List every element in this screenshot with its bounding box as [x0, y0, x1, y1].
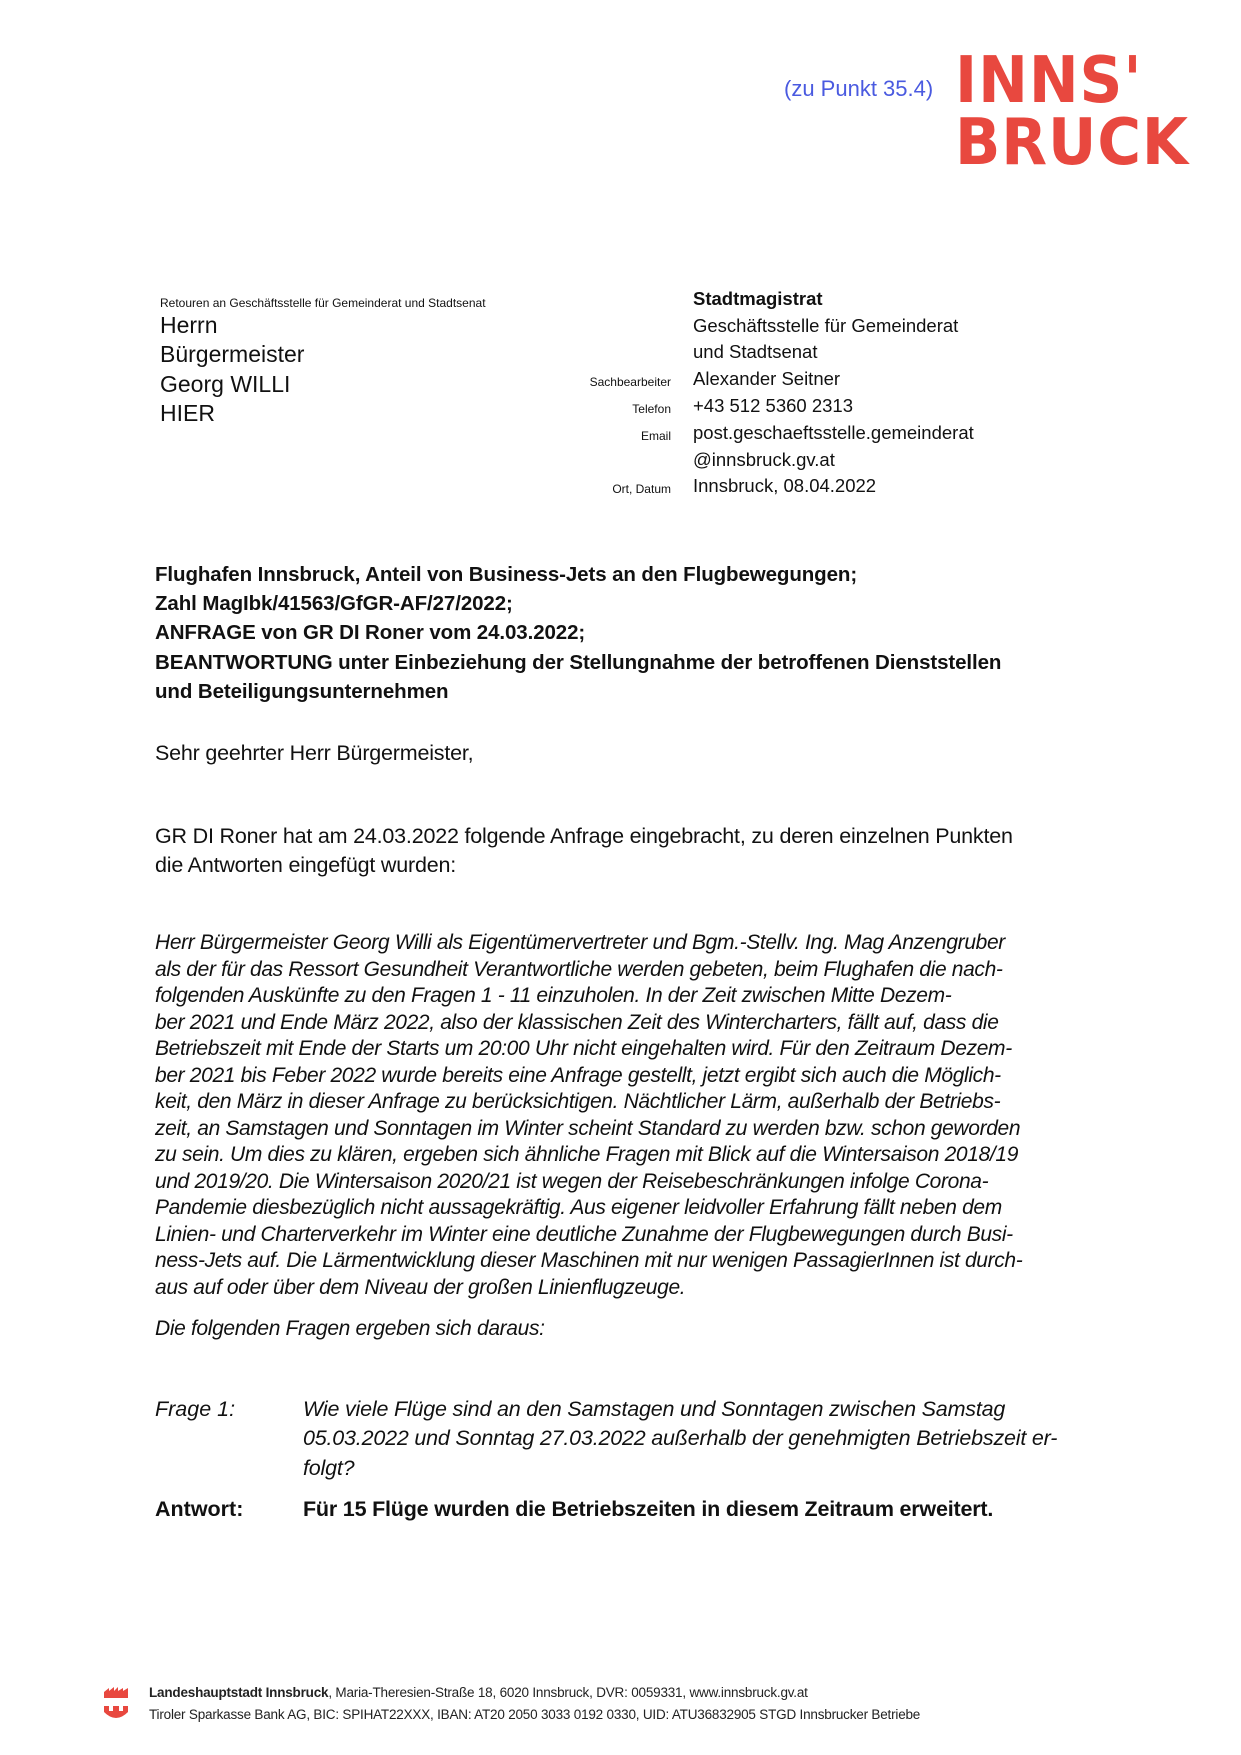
clerk-name: Alexander Seitner [693, 368, 841, 389]
request-line: zu sein. Um dies zu klären, ergeben sich ähnliche Fragen mit Blick auf die Wintersaison 2018/19 [155, 1143, 1019, 1166]
request-line: als der für das Ressort Gesundheit Verantwortliche werden gebeten, beim Flughafen die nach- [155, 957, 1003, 981]
recipient-line: Georg WILLI [160, 371, 291, 397]
request-line: zeit, an Samstagen und Sonntagen im Winter scheint Standard zu werden bzw. schon geworden [155, 1116, 1021, 1140]
place-date-value: Innsbruck, 08.04.2022 [693, 475, 877, 496]
question-label: Frage 1: [155, 1397, 236, 1421]
request-line: und 2019/20. Die Wintersaison 2020/21 ist wegen der Reisebeschränkungen infolge Corona- [155, 1169, 989, 1193]
phone-value: +43 512 5360 2313 [693, 395, 853, 416]
place-date-label: Ort, Datum [612, 482, 671, 496]
footer-org: Landeshauptstadt Innsbruck [149, 1685, 329, 1700]
request-line: ness-Jets auf. Die Lärmentwicklung dieser Maschinen mit nur wenigen PassagierInnen ist durch- [155, 1249, 1023, 1272]
question-line: 05.03.2022 und Sonntag 27.03.2022 außerhalb der genehmigten Betriebszeit er- [303, 1426, 1058, 1450]
request-line: aus auf oder über dem Niveau der großen Linienflugzeuge. [155, 1275, 686, 1299]
phone-label: Telefon [632, 402, 671, 416]
request-line: Pandemie diesbezüglich nicht aussagekräftig. Aus eigener leidvoller Erfahrung fällt neben dem [155, 1196, 1002, 1219]
question-line: folgt? [303, 1456, 355, 1480]
innsbruck-logo [955, 44, 1189, 180]
logo-line: INNS' [955, 44, 1143, 118]
agenda-reference: (zu Punkt 35.4) [784, 76, 934, 101]
logo-line: BRUCK [955, 106, 1189, 180]
return-note: Retouren an Geschäftsstelle für Gemeinderat und Stadtsenat [160, 296, 486, 310]
answer-label: Antwort: [155, 1497, 244, 1521]
email-value: post.geschaeftsstelle.gemeinderat [693, 422, 974, 443]
footer-address [149, 1685, 808, 1700]
subject-line: Zahl MagIbk/41563/GfGR-AF/27/2022; [155, 592, 513, 615]
recipient-line: Bürgermeister [160, 341, 305, 367]
request-line: folgenden Auskünfte zu den Fragen 1 - 11 einzuholen. In der Zeit zwischen Mitte Dezem- [155, 984, 952, 1007]
footer-address-rest: , Maria-Theresien-Straße 18, 6020 Innsbruck, DVR: 0059331, www.innsbruck.gv.at [328, 1685, 808, 1700]
city-coat-of-arms-icon [103, 1686, 129, 1722]
recipient-line: HIER [160, 400, 215, 426]
sender-dept: und Stadtsenat [693, 341, 818, 362]
request-line: Linien- und Charterverkehr im Winter eine deutliche Zunahme der Flugbewegungen durch Busi- [155, 1222, 1013, 1246]
request-line: ber 2021 bis Feber 2022 wurde bereits eine Anfrage gestellt, jetzt ergibt sich auch die Möglich- [155, 1063, 1001, 1087]
question-line: Wie viele Flüge sind an den Samstagen und Sonntagen zwischen Samstag [303, 1397, 1006, 1421]
questions-intro: Die folgenden Fragen ergeben sich daraus: [155, 1317, 545, 1340]
request-line: ber 2021 und Ende März 2022, also der klassischen Zeit des Wintercharters, fällt auf, dass die [155, 1010, 999, 1034]
email-label: Email [640, 429, 671, 443]
greeting: Sehr geehrter Herr Bürgermeister, [155, 741, 474, 765]
subject-line: Flughafen Innsbruck, Anteil von Business-Jets an den Flugbewegungen; [155, 563, 858, 586]
subject-line: ANFRAGE von GR DI Roner vom 24.03.2022; [155, 621, 586, 644]
clerk-label: Sachbearbeiter [589, 375, 671, 389]
intro-line: GR DI Roner hat am 24.03.2022 folgende Anfrage eingebracht, zu deren einzelnen Punkten [155, 824, 1013, 848]
recipient-line: Herrn [160, 312, 218, 338]
email-value: @innsbruck.gv.at [693, 449, 835, 470]
request-line: Herr Bürgermeister Georg Willi als Eigentümervertreter und Bgm.-Stellv. Ing. Mag Anzengruber [155, 931, 1005, 954]
footer-bank: Tiroler Sparkasse Bank AG, BIC: SPIHAT22XXX, IBAN: AT20 2050 3033 0192 0330, UID: ATU36832905 STGD Innsbrucker Betriebe [149, 1707, 921, 1722]
subject-line: und Beteiligungsunternehmen [155, 680, 449, 703]
sender-org: Stadtmagistrat [693, 288, 823, 309]
intro-line: die Antworten eingefügt wurden: [155, 853, 456, 877]
subject-line: BEANTWORTUNG unter Einbeziehung der Stellungnahme der betroffenen Dienststellen [155, 651, 1002, 674]
sender-dept: Geschäftsstelle für Gemeinderat [693, 315, 959, 336]
request-line: keit, den März in dieser Anfrage zu berücksichtigen. Nächtlicher Lärm, außerhalb der Betriebs- [155, 1090, 1001, 1113]
answer-text: Für 15 Flüge wurden die Betriebszeiten in diesem Zeitraum erweitert. [303, 1497, 994, 1521]
request-line: Betriebszeit mit Ende der Starts um 20:00 Uhr nicht eingehalten wird. Für den Zeitraum Dezem- [155, 1037, 1012, 1060]
